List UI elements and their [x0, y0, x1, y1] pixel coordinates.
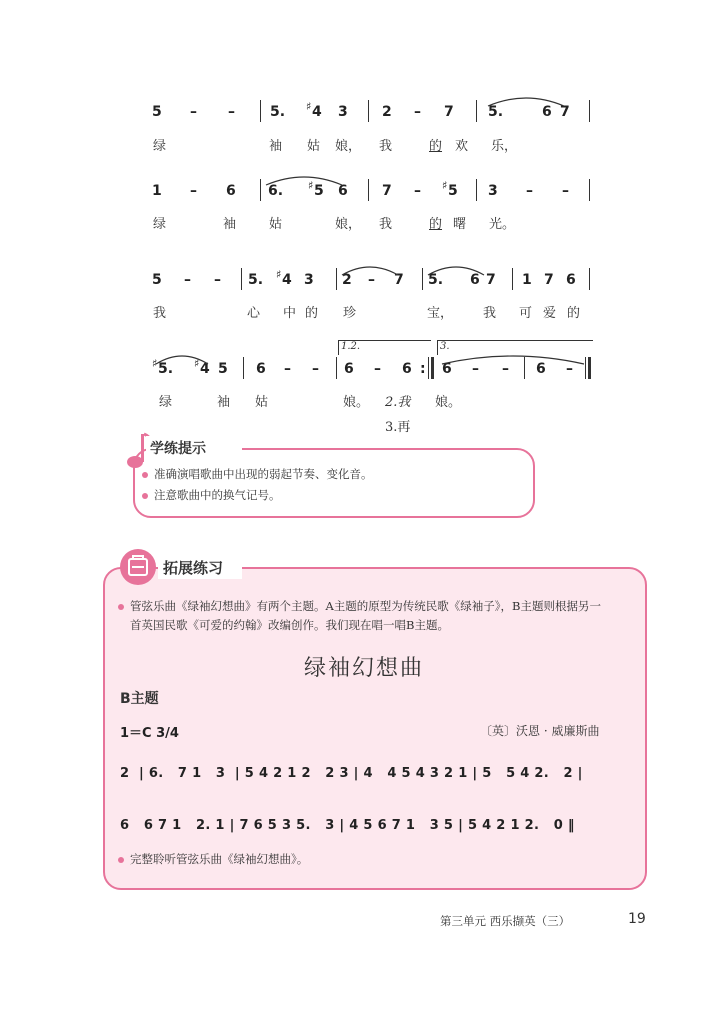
theme-label: B主题: [120, 691, 159, 707]
tips-item-2: 注意歌曲中的换气记号。: [142, 487, 281, 503]
page-number: 19: [628, 911, 646, 927]
volta-1-label: 1.2.: [341, 341, 361, 352]
footer-unit: 第三单元 西乐撷英（三）: [440, 914, 571, 928]
song-title: 绿袖幻想曲: [304, 656, 425, 681]
tips-item-1: 准确演唱歌曲中出现的弱起节奏、变化音。: [142, 466, 373, 482]
composer: 〔英〕沃恩 · 威廉斯曲: [480, 724, 600, 738]
slur: [486, 94, 566, 108]
slur: [154, 352, 210, 366]
practice-icon: [118, 547, 158, 587]
volta-2-label: 3.: [440, 341, 450, 352]
tie: [440, 352, 586, 366]
slur: [426, 263, 486, 277]
tips-title: 学练提示: [150, 441, 206, 457]
tips-panel: [133, 448, 535, 518]
theme-row-1: 2 | 6. 7 1 3 | 5 4 2 1 2 2 3 | 4 4 5 4 3 2 1 | 5 5 4 2. 2 |: [120, 766, 583, 781]
theme-row-2: 6 6 7 1 2. 1 | 7 6 5 3 5. 3 | 4 5 6 7 1 3 5 | 5 4 2 1 2. 0 ‖: [120, 818, 575, 833]
slur: [340, 263, 400, 277]
lyric-extra: 3.再: [385, 420, 411, 435]
extension-paragraph: 管弦乐曲《绿袖幻想曲》有两个主题。A主题的原型为传统民歌《绿袖子》，B主题则根据另一 首英国民歌《可爱的约翰》改编创作。我们现在唱一唱B主题。: [118, 597, 634, 635]
extension-note: 完整聆听管弦乐曲《绿袖幻想曲》。: [118, 850, 308, 869]
key-signature: 1＝C 3/4: [120, 726, 179, 741]
extension-title: 拓展练习: [163, 559, 224, 577]
slur: [264, 173, 344, 187]
